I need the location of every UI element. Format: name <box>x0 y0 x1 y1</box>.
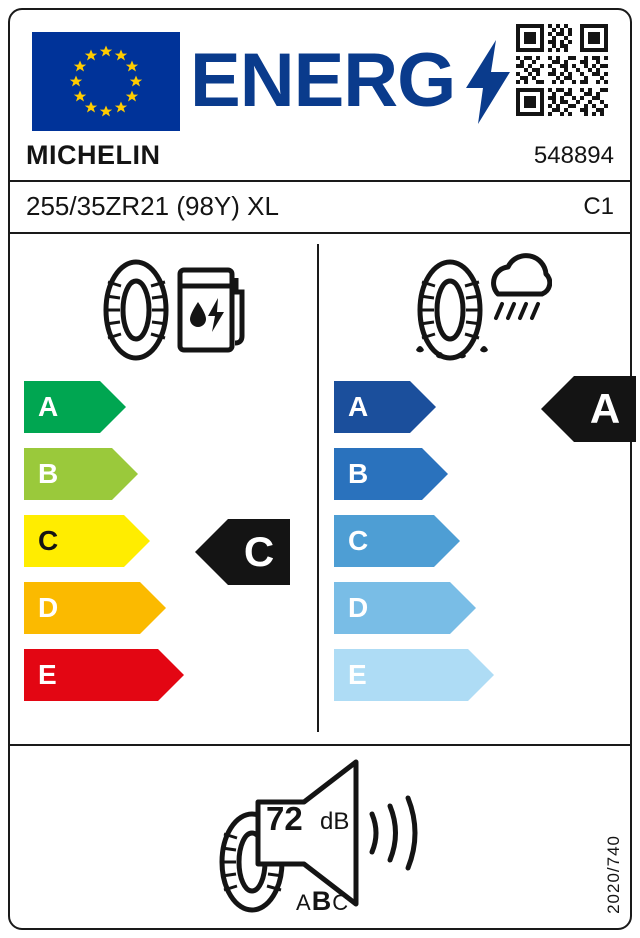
grade-label: D <box>348 592 369 623</box>
fuel-grade-c <box>24 515 124 567</box>
grade-row <box>24 515 158 567</box>
wet-grade-d <box>334 582 450 634</box>
fuel-efficiency-scale <box>24 381 158 716</box>
wet-grade-a <box>334 381 410 433</box>
serial-number: 548894 <box>533 142 614 169</box>
grade-row <box>334 582 468 634</box>
grade-row <box>24 649 158 701</box>
grade-label: B <box>348 458 369 489</box>
grade-row <box>24 381 158 433</box>
grade-label: A <box>348 391 369 422</box>
grade-label: C <box>38 525 59 556</box>
eu-flag-icon <box>32 32 180 131</box>
tyre-class-code: C1 <box>583 193 614 220</box>
grade-label: E <box>348 659 367 690</box>
label-date: 2020/740 <box>604 835 623 914</box>
fuel-grade-e <box>24 649 158 701</box>
fuel-grade-b <box>24 448 112 500</box>
wet-grade-c <box>334 515 434 567</box>
fuel-grade-a <box>24 381 100 433</box>
wet-grip-scale <box>334 381 468 716</box>
divider-top <box>10 180 630 182</box>
column-divider <box>317 244 319 732</box>
wet-grade-e <box>334 649 468 701</box>
grade-row <box>334 381 468 433</box>
grade-label: C <box>348 525 369 556</box>
noise-class-c: C <box>332 890 350 915</box>
grade-label: A <box>38 391 59 422</box>
tyre-and-rain-cloud-icon <box>392 252 552 372</box>
noise-class-a: A <box>296 890 312 915</box>
grade-label: B <box>38 458 59 489</box>
grade-label: E <box>38 659 57 690</box>
noise-class-scale <box>296 886 349 917</box>
grade-row <box>334 448 468 500</box>
tyre-and-fuel-pump-icon <box>88 252 248 364</box>
grade-row <box>334 515 468 567</box>
grade-row <box>24 448 158 500</box>
qr-code-icon <box>516 24 608 116</box>
noise-unit: dB <box>320 808 350 835</box>
divider-size <box>10 232 630 234</box>
grade-row <box>24 582 158 634</box>
wet-grip-result: A <box>574 376 636 442</box>
brand-name: MICHELIN <box>26 140 161 170</box>
lightning-bolt-icon <box>466 40 510 124</box>
noise-value: 72 <box>266 800 303 837</box>
wet-grade-b <box>334 448 422 500</box>
grade-row <box>334 649 468 701</box>
divider-noise <box>10 744 630 746</box>
tyre-size: 255/35ZR21 (98Y) XL <box>26 191 279 221</box>
noise-class-b: B <box>311 886 333 916</box>
grade-label: D <box>38 592 59 623</box>
energy-wordmark: ENERG <box>190 38 456 123</box>
fuel-efficiency-result: C <box>228 519 290 585</box>
fuel-grade-d <box>24 582 140 634</box>
